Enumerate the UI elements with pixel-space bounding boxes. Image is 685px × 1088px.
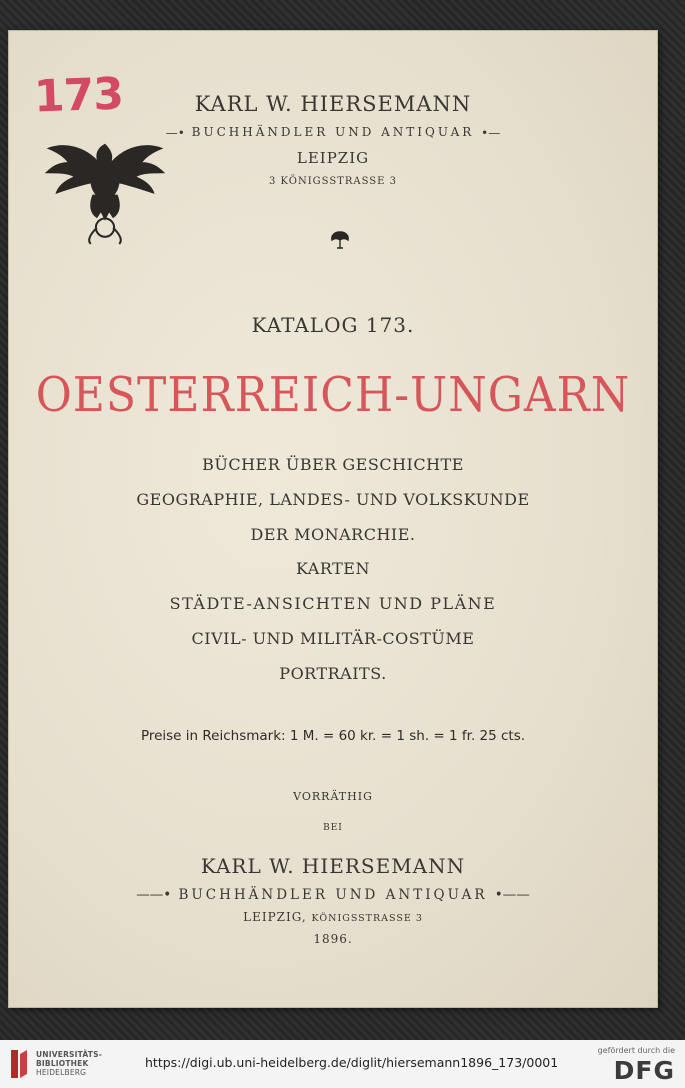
subject-line: CIVIL- UND MILITÄR-COSTÜME — [191, 629, 475, 648]
publisher-profession: BUCHHÄNDLER UND ANTIQUAR — [191, 125, 475, 139]
footer-profession-row: ——• BUCHHÄNDLER UND ANTIQUAR •—— — [136, 887, 530, 903]
footer-profession: BUCHHÄNDLER UND ANTIQUAR — [178, 887, 488, 903]
at-label: BEI — [323, 823, 343, 833]
catalog-number: KATALOG 173. — [251, 313, 415, 337]
footer-address-city: LEIPZIG, — [243, 910, 307, 924]
library-name[interactable]: UNIVERSITÄTS- BIBLIOTHEK HEIDELBERG — [36, 1050, 103, 1077]
leaf-ornament-icon — [329, 230, 351, 250]
catalog-page — [8, 30, 658, 1008]
publication-year: 1896. — [313, 932, 353, 946]
viewer-footer-bar — [0, 1040, 685, 1088]
publisher-name: KARL W. HIERSEMANN — [194, 92, 472, 116]
available-label: VORRÄTHIG — [293, 790, 373, 803]
subject-line: BÜCHER ÜBER GESCHICHTE — [202, 455, 464, 474]
subject-line: KARTEN — [296, 559, 370, 578]
publisher-city: LEIPZIG — [296, 149, 370, 167]
dfg-logo[interactable]: DFG — [613, 1056, 675, 1085]
funded-by-label: gefördert durch die — [597, 1046, 675, 1055]
subject-line: GEOGRAPHIE, LANDES- UND VOLKSKUNDE — [136, 490, 530, 509]
subject-line: PORTRAITS. — [279, 664, 387, 683]
price-note: Preise in Reichsmark: 1 M. = 60 kr. = 1 sh. = 1 fr. 25 cts. — [140, 728, 526, 744]
publisher-profession-row: —• BUCHHÄNDLER UND ANTIQUAR •— — [165, 125, 501, 140]
footer-address-street: KÖNIGSSTRASSE 3 — [311, 913, 423, 924]
catalog-title: OESTERREICH-UNGARN — [35, 367, 631, 424]
catalog-number-stamp: 173 — [33, 68, 124, 123]
subject-line: STÄDTE-ANSICHTEN UND PLÄNE — [169, 594, 497, 613]
footer-address-row — [8, 910, 658, 924]
eagle-emblem-icon — [44, 126, 166, 248]
university-library-logo-icon[interactable] — [8, 1046, 30, 1082]
publisher-address: 3 KÖNIGSSTRASSE 3 — [269, 176, 397, 187]
subject-line: DER MONARCHIE. — [250, 525, 416, 544]
document-url-link[interactable]: https://digi.ub.uni-heidelberg.de/diglit/hiersemann1896_173/0001 — [145, 1055, 559, 1070]
footer-publisher-name: KARL W. HIERSEMANN — [200, 854, 466, 878]
